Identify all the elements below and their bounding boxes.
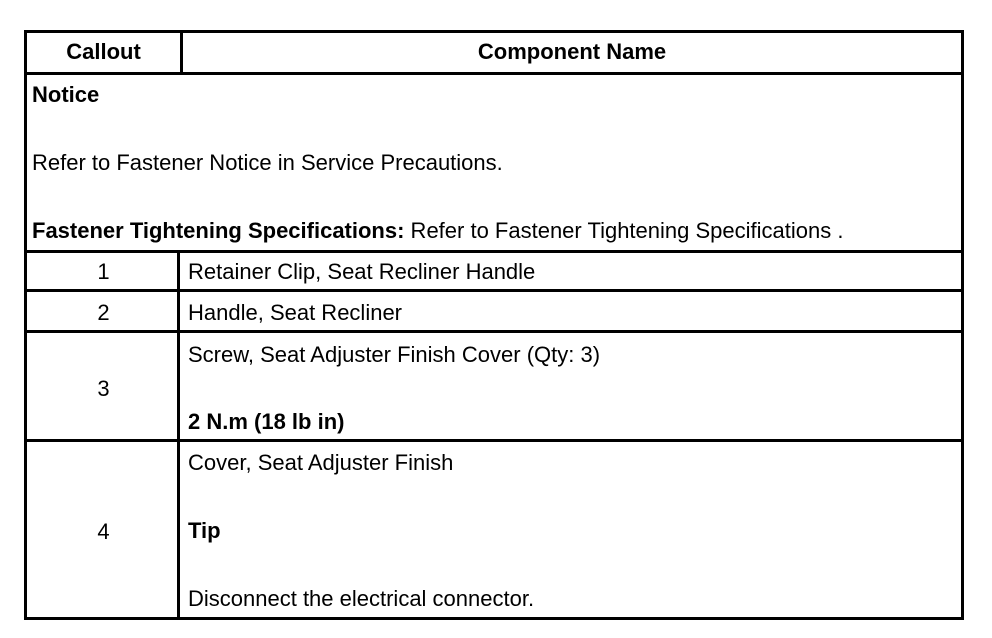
row-2-component-name: Handle, Seat Recliner [188,300,403,325]
notice-title: Notice [32,82,100,107]
notice-spec-text: Refer to Fastener Tightening Specifications . [404,218,844,243]
row-3-component-name: Screw, Seat Adjuster Finish Cover (Qty: 3) [188,342,601,367]
row-4-tip-text: Disconnect the electrical connector. [188,586,535,611]
row-3-bottom-border [27,439,961,442]
row-2-bottom-border [27,330,961,333]
row-2-callout: 2 [97,300,110,325]
row-1-callout: 1 [97,259,110,284]
row-3-torque-spec: 2 N.m (18 lb in) [188,409,345,434]
notice-spec-line [32,218,843,244]
row-4-callout: 4 [97,519,110,544]
notice-spec-label: Fastener Tightening Specifications: [32,218,405,243]
header-divider [180,33,183,72]
callout-column-divider [177,250,180,617]
row-1-bottom-border [27,289,961,292]
component-table [24,30,964,620]
row-1-component-name: Retainer Clip, Seat Recliner Handle [188,259,536,284]
header-callout: Callout [66,39,141,64]
notice-fastener-line: Refer to Fastener Notice in Service Precautions. [32,150,503,175]
notice-bottom-border [27,250,961,253]
row-3-callout: 3 [97,376,110,401]
header-component-name: Component Name [477,39,667,64]
header-bottom-border [27,72,961,75]
row-4-component-name: Cover, Seat Adjuster Finish [188,450,454,475]
row-4-tip-title: Tip [188,518,221,543]
